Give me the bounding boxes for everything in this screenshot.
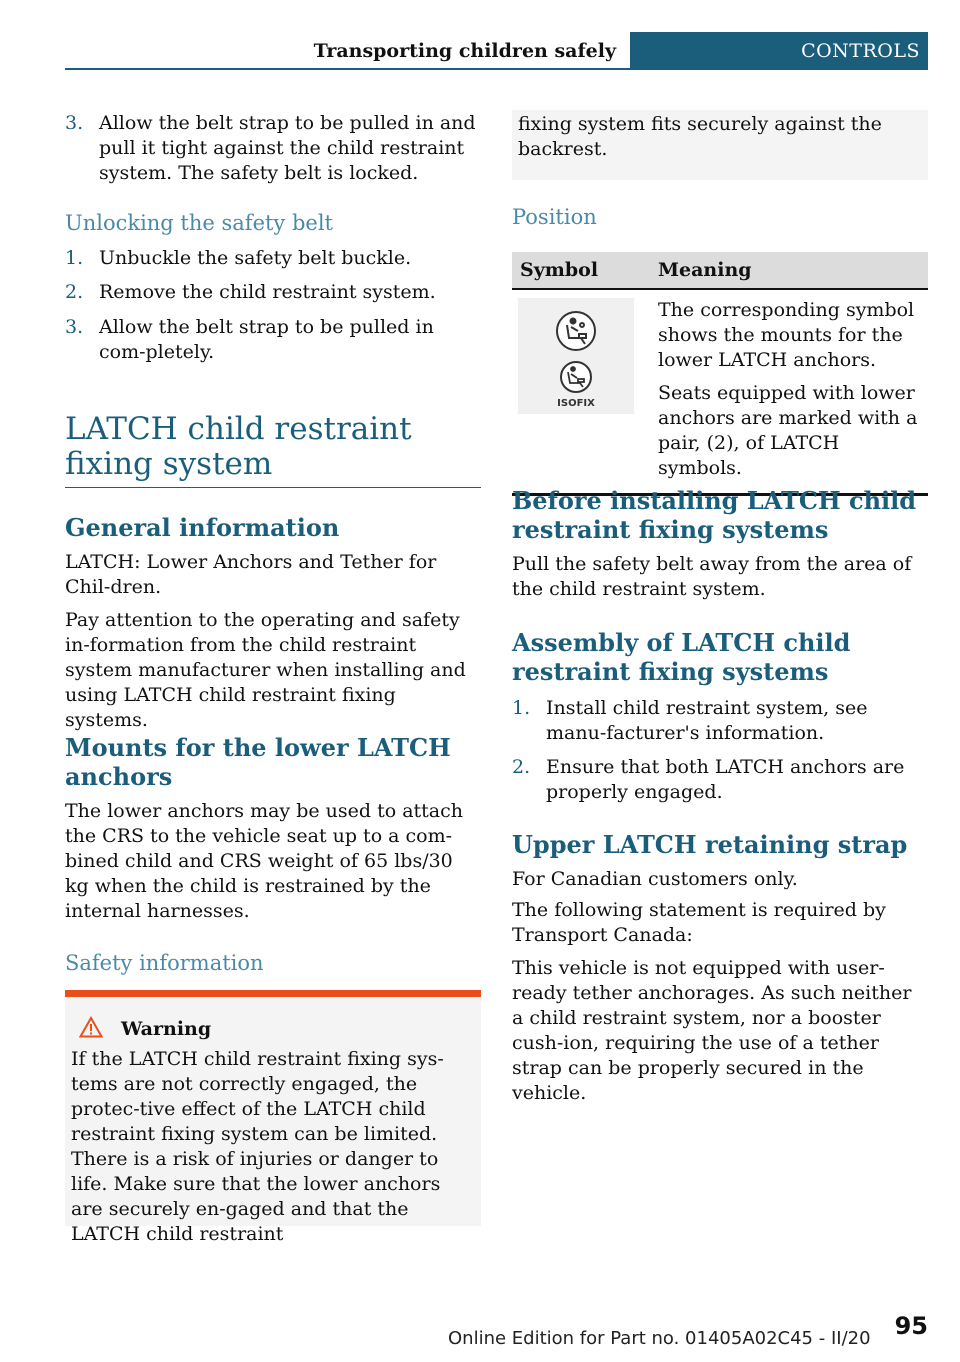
page-header: [65, 32, 928, 70]
col-header-meaning: Meaning: [650, 252, 928, 289]
general-paragraph-1: LATCH: Lower Anchors and Tether for Chil-dren.: [65, 551, 437, 598]
list-item: 3. Allow the belt strap to be pulled in and pull it tight against the child restraint system. The safety belt is locked.: [65, 111, 481, 186]
warning-triangle-icon: [79, 1016, 103, 1043]
symbol-table: [512, 252, 928, 496]
edition-note: Online Edition for Part no. 01405A02C45 - II/20: [448, 1328, 871, 1349]
upper-paragraph-3: This vehicle is not equipped with user-ready tether anchorages. As such neither a child restraint system, nor a booster cush-ion, requiring the use of a tether strap can be properly secured in the vehicle.: [512, 957, 912, 1104]
upper-paragraph-1: For Canadian customers only.: [512, 868, 798, 890]
page-number: 95: [894, 1312, 928, 1340]
before-heading: Before installing LATCH child restraint fixing systems: [512, 486, 917, 544]
latch-heading: LATCH child restraint fixing system: [65, 411, 412, 482]
warning-continuation: fixing system fits securely against the backrest.: [512, 110, 928, 180]
position-heading: Position: [512, 205, 597, 229]
list-item: 1. Unbuckle the safety belt buckle.: [65, 247, 412, 269]
mounts-heading: Mounts for the lower LATCH anchors: [65, 733, 451, 791]
general-paragraph-2: Pay attention to the operating and safety in-formation from the child restraint system manufacturer when installing and using LATCH child restraint fixing systems.: [65, 609, 466, 731]
latch-symbol: [518, 298, 634, 414]
section-title: Transporting children safely: [313, 40, 616, 62]
warning-box: [65, 990, 481, 1245]
assembly-heading: Assembly of LATCH child restraint fixing systems: [512, 628, 851, 686]
warning-title: Warning: [79, 1016, 211, 1043]
list-item: 2. Remove the child restraint system.: [65, 281, 436, 303]
mounts-paragraph: The lower anchors may be used to attach the CRS to the vehicle seat up to a com-bined child and CRS weight of 65 lbs/30 kg when the child is restrained by the internal harnesses.: [65, 800, 464, 922]
upper-paragraph-2: The following statement is required by Transport Canada:: [512, 899, 886, 946]
upper-heading: Upper LATCH retaining strap: [512, 830, 908, 859]
chapter-label: CONTROLS: [801, 40, 920, 62]
before-paragraph: Pull the safety belt away from the area of the child restraint system.: [512, 553, 912, 600]
warning-bar: [65, 990, 481, 997]
list-item: 1. Install child restraint system, see manu-facturer's information.: [512, 697, 868, 744]
list-item: 3. Allow the belt strap to be pulled in com-pletely.: [65, 316, 434, 363]
svg-text:ISOFIX: ISOFIX: [557, 398, 595, 409]
page-footer: [0, 1312, 960, 1362]
list-item: 2. Ensure that both LATCH anchors are properly engaged.: [512, 756, 905, 803]
meaning-paragraph-1: The corresponding symbol shows the mounts for the lower LATCH anchors.: [658, 299, 915, 371]
child-seat-icon: [518, 298, 634, 414]
meaning-paragraph-2: Seats equipped with lower anchors are marked with a pair, (2), of LATCH symbols.: [658, 382, 918, 479]
warning-text: If the LATCH child restraint fixing sys-tems are not correctly engaged, the protec-tive effect of the LATCH child restraint fixing system can be limited. There is a risk of injuries or danger to life. Make sure that the lower anchors are securely en-gaged and that the LATCH child restraint: [71, 1048, 444, 1245]
chapter-tab: [630, 32, 928, 70]
general-heading: General information: [65, 513, 340, 542]
heading-rule: [65, 487, 481, 488]
header-rule: [65, 68, 630, 70]
unlock-heading: Unlocking the safety belt: [65, 211, 333, 235]
col-header-symbol: Symbol: [512, 252, 650, 289]
step-text: Allow the belt strap to be pulled in and pull it tight against the child restraint system. The safety belt is locked.: [99, 112, 476, 184]
safety-heading: Safety information: [65, 951, 264, 975]
table-row: [512, 289, 928, 495]
